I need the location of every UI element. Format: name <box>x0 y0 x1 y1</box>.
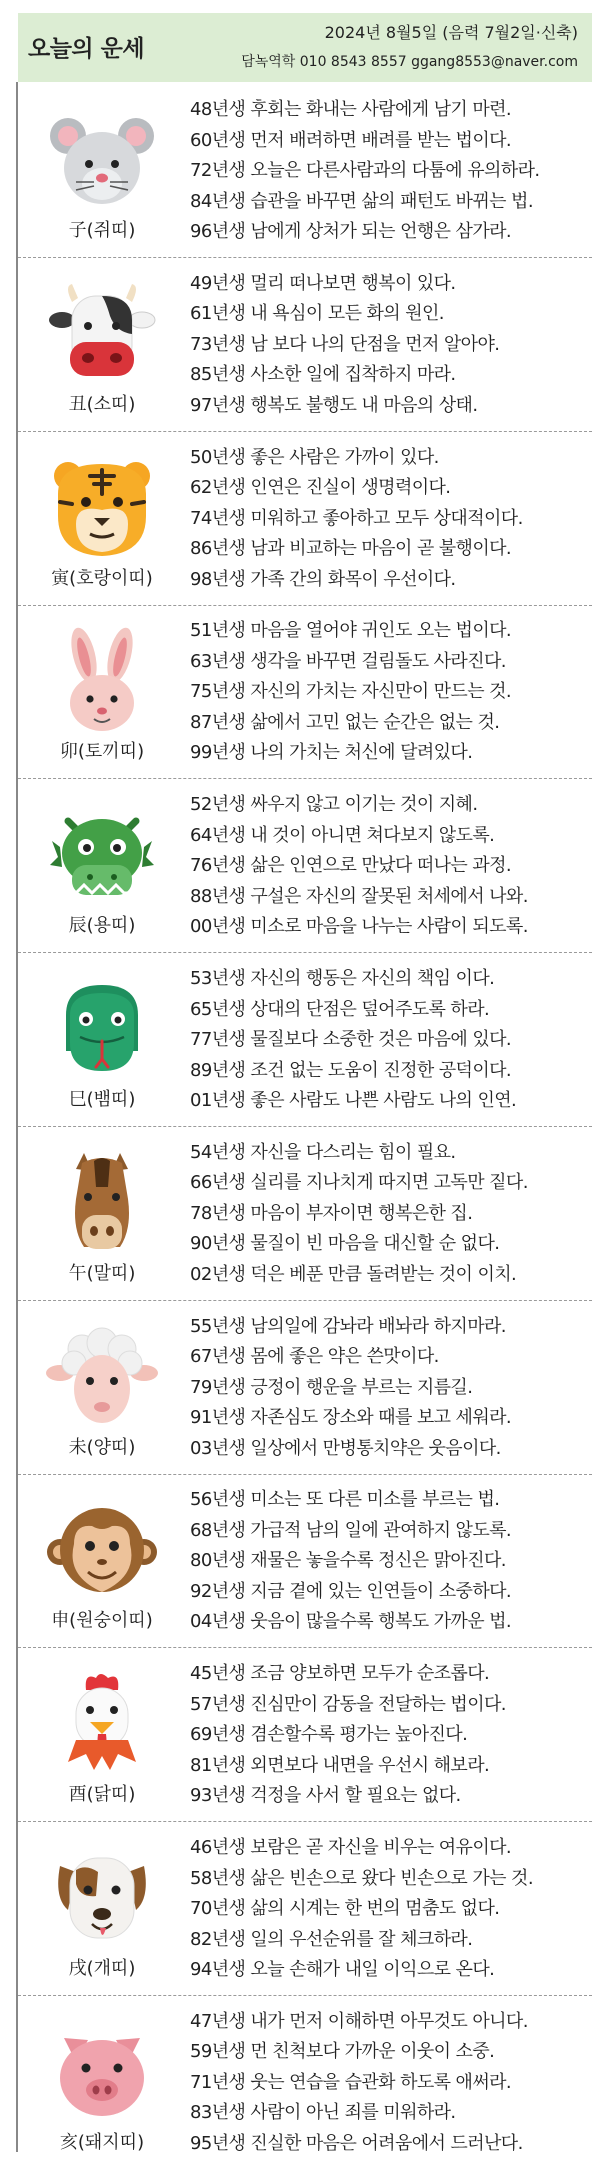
fortune-line: 65년생 상대의 단점은 덮어주도록 하라. <box>190 998 490 1020</box>
zodiac-row <box>18 258 592 432</box>
fortune-lines <box>190 1659 590 1812</box>
zodiac-label: 巳(뱀띠) <box>68 1089 136 1110</box>
fortune-line: 78년생 마음이 부자이면 행복은한 집. <box>190 1202 473 1224</box>
fortune-line: 68년생 가급적 남의 일에 관여하지 않도록. <box>190 1519 512 1541</box>
zodiac-row <box>18 953 592 1127</box>
fortune-line: 97년생 행복도 불행도 내 마음의 상태. <box>190 394 478 416</box>
fortune-line: 86년생 남과 비교하는 마음이 곧 불행이다. <box>190 538 512 560</box>
fortune-line: 51년생 마음을 열어야 귀인도 오는 법이다. <box>190 620 512 642</box>
fortune-line: 79년생 긍정이 행운을 부르는 지름길. <box>190 1376 473 1398</box>
fortune-line: 60년생 먼저 배려하면 배려를 받는 법이다. <box>190 129 512 151</box>
zodiac-row <box>18 1474 592 1648</box>
fortune-line: 64년생 내 것이 아니면 쳐다보지 않도록. <box>190 824 495 846</box>
tiger-icon <box>46 454 158 562</box>
fortune-lines <box>190 269 590 422</box>
fortune-line: 88년생 구설은 자신의 잘못된 처세에서 나와. <box>190 885 528 907</box>
fortune-line: 91년생 자존심도 장소와 때를 보고 세워라. <box>190 1407 512 1429</box>
rooster-icon <box>46 1670 158 1778</box>
fortune-lines <box>190 790 590 943</box>
rat-icon <box>46 106 158 214</box>
fortune-line: 58년생 삶은 빈손으로 왔다 빈손으로 가는 것. <box>190 1867 533 1889</box>
fortune-line: 66년생 실리를 지나치게 따지면 고독만 짙다. <box>190 1172 528 1194</box>
fortune-line: 71년생 웃는 연습을 습관화 하도록 애써라. <box>190 2071 512 2093</box>
dragon-icon <box>46 801 158 909</box>
fortune-line: 87년생 삶에서 고민 없는 순간은 없는 것. <box>190 711 500 733</box>
fortune-lines <box>190 1485 590 1638</box>
sheep-icon <box>46 1323 158 1431</box>
contact-line: 담녹역학 010 8543 8557 ggang8553@naver.com <box>241 54 578 70</box>
date-line: 2024년 8월5일 (음력 7월2일·신축) <box>324 23 578 42</box>
fortune-line: 94년생 오늘 손해가 내일 이익으로 온다. <box>190 1959 495 1980</box>
zodiac-row <box>18 1996 592 2169</box>
fortune-line: 76년생 삶은 인연으로 만났다 떠나는 과정. <box>190 855 512 877</box>
fortune-line: 00년생 미소로 마음을 나누는 사람이 되도록. <box>190 916 528 938</box>
fortune-line: 95년생 진실한 마음은 어려움에서 드러난다. <box>190 2132 523 2154</box>
fortune-line: 03년생 일상에서 만병통치약은 웃음이다. <box>190 1437 501 1459</box>
fortune-line: 52년생 싸우지 않고 이기는 것이 지혜. <box>190 794 478 816</box>
zodiac-label: 寅(호랑이띠) <box>51 567 153 589</box>
fortune-line: 46년생 보람은 곧 자신을 비우는 여유이다. <box>190 1837 512 1858</box>
monkey-icon <box>46 1496 158 1604</box>
zodiac-label: 卯(토끼띠) <box>59 741 145 763</box>
zodiac-label: 午(말띠) <box>68 1262 136 1284</box>
fortune-lines <box>190 443 590 596</box>
fortune-line: 67년생 몸에 좋은 약은 쓴맛이다. <box>190 1346 439 1368</box>
fortune-line: 57년생 진심만이 감동을 전달하는 법이다. <box>190 1693 506 1715</box>
fortune-line: 69년생 겸손할수록 평가는 높아진다. <box>190 1724 468 1746</box>
fortune-lines <box>190 1312 590 1465</box>
fortune-lines <box>190 1833 590 1986</box>
fortune-line: 72년생 오늘은 다른사람과의 다툼에 유의하라. <box>190 160 540 181</box>
fortune-line: 54년생 자신을 다스리는 힘이 필요. <box>190 1141 456 1163</box>
fortune-line: 80년생 재물은 놓을수록 정신은 맑아진다. <box>190 1550 506 1572</box>
fortune-line: 47년생 내가 먼저 이해하면 아무것도 아니다. <box>190 2010 528 2032</box>
zodiac-row <box>18 1127 592 1301</box>
horse-icon <box>46 1149 158 1257</box>
fortune-line: 74년생 미워하고 좋아하고 모두 상대적이다. <box>190 507 523 529</box>
fortune-line: 55년생 남의일에 감놔라 배놔라 하지마라. <box>190 1315 506 1337</box>
fortune-line: 01년생 좋은 사람도 나쁜 사람도 나의 인연. <box>190 1090 517 1111</box>
fortune-line: 02년생 덕은 베푼 만큼 돌려받는 것이 이치. <box>190 1263 517 1285</box>
zodiac-row <box>18 1822 592 1996</box>
zodiac-label: 子(쥐띠) <box>68 220 136 241</box>
fortune-lines <box>190 1138 590 1291</box>
zodiac-label: 丑(소띠) <box>68 393 136 415</box>
zodiac-label: 戌(개띠) <box>68 1958 136 1979</box>
pig-icon <box>46 2018 158 2126</box>
ox-icon <box>46 280 158 388</box>
zodiac-row <box>18 779 592 953</box>
rabbit-icon <box>46 627 158 735</box>
fortune-line: 84년생 습관을 바꾸면 삶의 패턴도 바뀌는 법. <box>190 190 533 212</box>
fortune-line: 93년생 걱정을 사서 할 필요는 없다. <box>190 1785 461 1807</box>
fortune-line: 99년생 나의 가치는 처신에 달려있다. <box>190 742 473 764</box>
header-bar <box>18 13 592 82</box>
fortune-lines <box>190 616 590 769</box>
fortune-line: 50년생 좋은 사람은 가까이 있다. <box>190 446 439 468</box>
zodiac-row <box>18 1301 592 1475</box>
fortune-line: 61년생 내 욕심이 모든 화의 원인. <box>190 303 444 325</box>
zodiac-label: 辰(용띠) <box>68 915 136 937</box>
fortune-line: 98년생 가족 간의 화목이 우선이다. <box>190 568 456 590</box>
fortune-line: 83년생 사람이 아닌 죄를 미워하라. <box>190 2102 456 2124</box>
fortune-line: 92년생 지금 곁에 있는 인연들이 소중하다. <box>190 1580 512 1602</box>
fortune-line: 75년생 자신의 가치는 자신만이 만드는 것. <box>190 681 512 703</box>
fortune-line: 77년생 물질보다 소중한 것은 마음에 있다. <box>190 1029 512 1050</box>
zodiac-label: 未(양띠) <box>68 1436 136 1458</box>
dog-icon <box>46 1844 158 1952</box>
fortune-line: 53년생 자신의 행동은 자신의 책임 이다. <box>190 968 495 989</box>
fortune-lines <box>190 964 590 1117</box>
fortune-line: 90년생 물질이 빈 마음을 대신할 순 없다. <box>190 1233 500 1255</box>
zodiac-label: 亥(돼지띠) <box>59 2131 145 2153</box>
page-title: 오늘의 운세 <box>28 36 145 62</box>
fortune-line: 85년생 사소한 일에 집착하지 마라. <box>190 364 456 386</box>
fortune-line: 82년생 일의 우선순위를 잘 체크하라. <box>190 1928 473 1950</box>
fortune-lines <box>190 2007 590 2160</box>
fortune-line: 62년생 인연은 진실이 생명력이다. <box>190 477 451 499</box>
zodiac-row <box>18 1648 592 1822</box>
fortune-line: 45년생 조금 양보하면 모두가 순조롭다. <box>190 1663 490 1685</box>
fortune-line: 04년생 웃음이 많을수록 행복도 가까운 법. <box>190 1611 512 1633</box>
fortune-line: 70년생 삶의 시계는 한 번의 멈춤도 없다. <box>190 1898 500 1919</box>
zodiac-label: 酉(닭띠) <box>68 1784 136 1806</box>
fortune-line: 59년생 먼 친척보다 가까운 이웃이 소중. <box>190 2041 495 2063</box>
zodiac-row <box>18 84 592 258</box>
fortune-line: 89년생 조건 없는 도움이 진정한 공덕이다. <box>190 1059 512 1081</box>
zodiac-row <box>18 605 592 779</box>
fortune-line: 48년생 후회는 화내는 사람에게 남기 마련. <box>190 99 512 120</box>
fortune-line: 81년생 외면보다 내면을 우선시 해보라. <box>190 1754 490 1776</box>
fortune-line: 49년생 멀리 떠나보면 행복이 있다. <box>190 272 456 294</box>
snake-icon <box>46 975 158 1083</box>
fortune-line: 56년생 미소는 또 다른 미소를 부르는 법. <box>190 1489 500 1511</box>
zodiac-label: 申(원숭이띠) <box>51 1610 153 1632</box>
zodiac-row <box>18 432 592 606</box>
fortune-line: 63년생 생각을 바꾸면 걸림돌도 사라진다. <box>190 650 506 672</box>
fortune-line: 96년생 남에게 상처가 되는 언행은 삼가라. <box>190 221 512 242</box>
fortune-lines <box>190 95 590 248</box>
fortune-line: 73년생 남 보다 나의 단점을 먼저 알아야. <box>190 333 500 355</box>
